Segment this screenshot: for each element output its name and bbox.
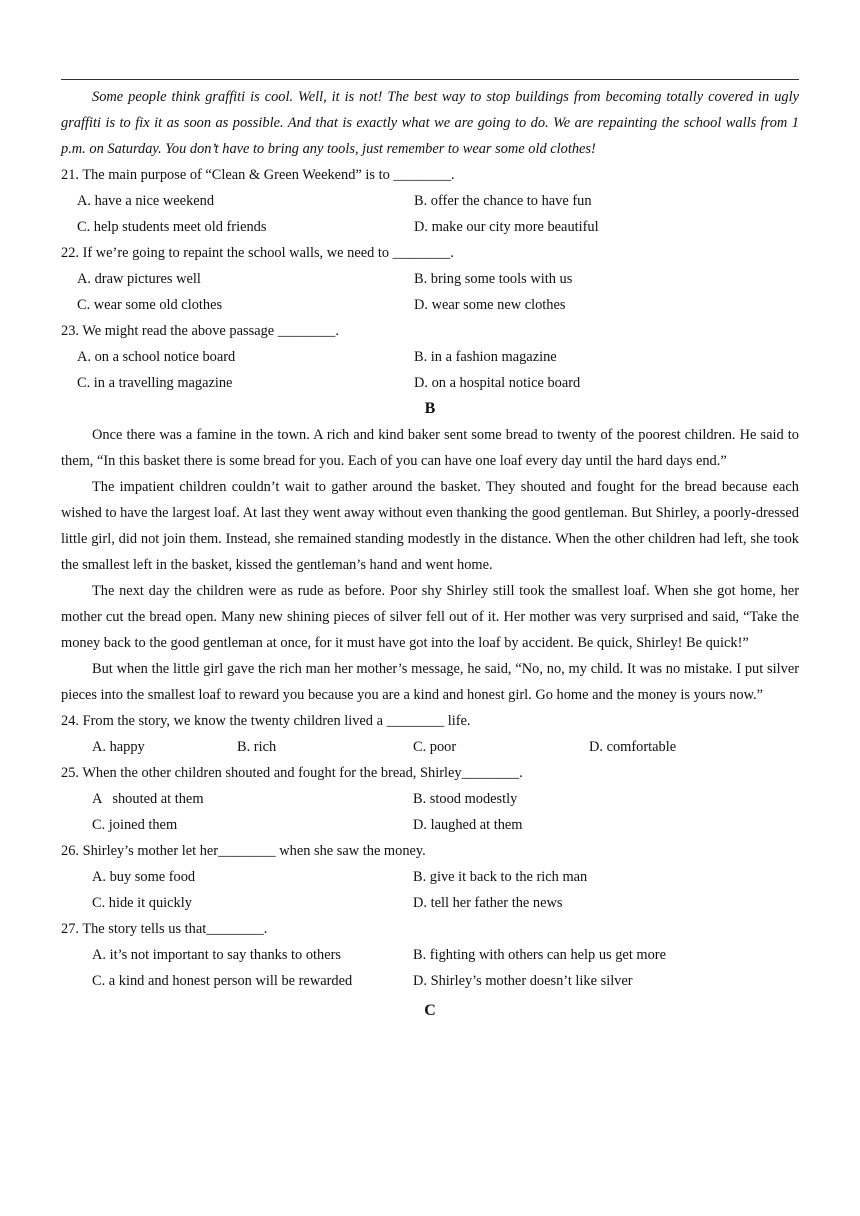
option-21-b[interactable]: B. offer the chance to have fun [414,193,592,209]
option-22-c[interactable]: C. wear some old clothes [77,297,223,313]
question-22-options-row-1 [61,266,799,292]
question-21-options-row-1 [61,188,799,214]
option-25-c[interactable]: C. joined them [92,817,178,833]
option-24-b[interactable]: B. rich [237,739,277,755]
passage-b-paragraph-1: Once there was a famine in the town. A rich and kind baker sent some bread to twenty of the poorest children. He said to them, “In this basket there is some bread for you. Each of you can have one loaf every day until the hard days end.” [61,427,799,469]
option-26-c[interactable]: C. hide it quickly [92,895,192,911]
question-22-stem: 22. If we’re going to repaint the school walls, we need to ________. [61,245,454,261]
question-25-options-row-1 [61,786,799,812]
question-25-options-row-2 [61,812,799,838]
question-27-options-row-2 [61,968,799,994]
question-23-options-row-1 [61,344,799,370]
option-26-d[interactable]: D. tell her father the news [413,895,563,911]
passage-b-paragraph-2: The impatient children couldn’t wait to gather around the basket. They shouted and fought for the bread because each wished to have the largest loaf. At last they went away without even thanking the good gentleman. But Shirley, a poorly-dressed little girl, did not join them. Instead, she remained standing modestly in the distance. When the other children had left, she took the smallest left in the basket, kissed the gentleman’s hand and went home. [61,479,799,573]
question-21-stem: 21. The main purpose of “Clean & Green Weekend” is to ________. [61,167,455,183]
section-b-heading: B [424,400,436,417]
option-23-d[interactable]: D. on a hospital notice board [414,375,581,391]
question-26-options-row-1 [61,864,799,890]
passage-b-paragraph-3: The next day the children were as rude as before. Poor shy Shirley still took the smallest loaf. When she got home, her mother cut the bread open. Many new shining pieces of silver fell out of it. Her mother was very surprised and said, “Take the money back to the good gentleman at once, for it must have got into the loaf by accident. Be quick, Shirley! Be quick!” [61,583,799,651]
option-27-c[interactable]: C. a kind and honest person will be rewarded [92,973,353,989]
question-23-stem: 23. We might read the above passage ________. [61,323,339,339]
section-c-heading: C [424,1002,436,1019]
option-22-d[interactable]: D. wear some new clothes [414,297,566,313]
exam-page [61,79,799,1024]
option-23-b[interactable]: B. in a fashion magazine [414,349,557,365]
option-24-c[interactable]: C. poor [413,739,457,755]
option-23-c[interactable]: C. in a travelling magazine [77,375,233,391]
question-23-options-row-2 [61,370,799,396]
option-24-d[interactable]: D. comfortable [589,739,677,755]
option-22-b[interactable]: B. bring some tools with us [414,271,573,287]
option-27-b[interactable]: B. fighting with others can help us get more [413,947,666,963]
question-27-stem: 27. The story tells us that________. [61,921,268,937]
option-21-d[interactable]: D. make our city more beautiful [414,219,599,235]
question-25-stem: 25. When the other children shouted and fought for the bread, Shirley________. [61,765,523,781]
question-21-options-row-2 [61,214,799,240]
passage-a-paragraph: Some people think graffiti is cool. Well, it is not! The best way to stop buildings from becoming totally covered in ugly graffiti is to fix it as soon as possible. And that is exactly what we are going to do. We are repainting the school walls from 1 p.m. on Saturday. You don’t have to bring any tools, just remember to wear some old clothes! [61,89,799,157]
question-22-options-row-2 [61,292,799,318]
option-22-a[interactable]: A. draw pictures well [77,271,201,287]
option-21-c[interactable]: C. help students meet old friends [77,219,267,235]
option-26-a[interactable]: A. buy some food [92,869,196,885]
question-26-stem: 26. Shirley’s mother let her________ when she saw the money. [61,843,426,859]
option-25-d[interactable]: D. laughed at them [413,817,523,833]
option-27-a[interactable]: A. it’s not important to say thanks to others [92,947,342,963]
option-24-a[interactable]: A. happy [92,739,145,755]
question-26-options-row-2 [61,890,799,916]
option-27-d[interactable]: D. Shirley’s mother doesn’t like silver [413,973,633,989]
question-24-stem: 24. From the story, we know the twenty children lived a ________ life. [61,713,471,729]
option-25-b[interactable]: B. stood modestly [413,791,518,807]
option-25-a[interactable]: A shouted at them [92,791,204,807]
option-23-a[interactable]: A. on a school notice board [77,349,236,365]
passage-b-paragraph-4: But when the little girl gave the rich man her mother’s message, he said, “No, no, my child. It was no mistake. I put silver pieces into the smallest loaf to reward you because you are a kind and honest girl. Go home and the money is yours now.” [61,661,799,703]
header-rule [61,79,799,80]
question-24-options-row [61,734,799,760]
question-27-options-row-1 [61,942,799,968]
option-21-a[interactable]: A. have a nice weekend [77,193,215,209]
option-26-b[interactable]: B. give it back to the rich man [413,869,588,885]
